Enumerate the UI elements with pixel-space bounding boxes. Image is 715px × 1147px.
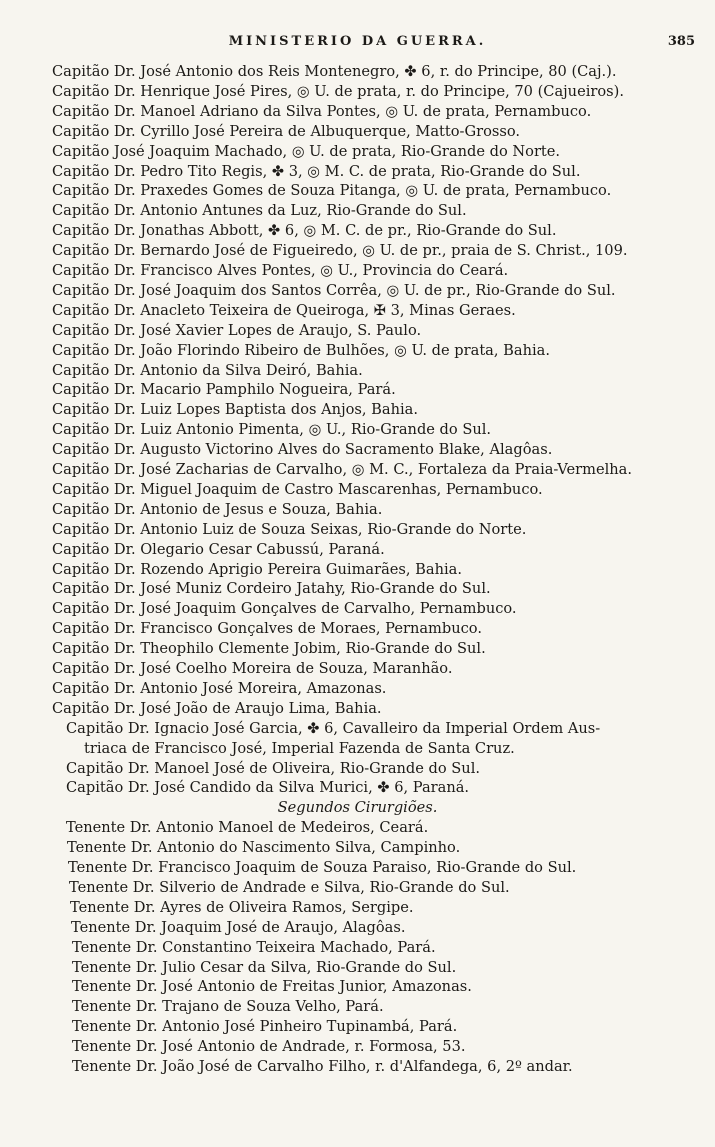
page-number: 385 (667, 34, 695, 49)
entry-line: Capitão Dr. Antonio de Jesus e Souza, Bahia. (52, 500, 383, 518)
page-title: MINISTERIO DA GUERRA. (228, 34, 487, 49)
entry-line: Capitão Dr. Antonio Antunes da Luz, Rio-Grande do Sul. (52, 202, 467, 220)
entry-line: Capitão Dr. Theophilo Clemente Jobim, Rio-Grande do Sul. (52, 640, 486, 658)
entry-line: Capitão Dr. José Xavier Lopes de Araujo, S. Paulo. (52, 321, 422, 339)
entry-line: Tenente Dr. Francisco Joaquim de Souza Paraiso, Rio-Grande do Sul. (68, 859, 577, 876)
entry-line: Capitão Dr. Macario Pamphilo Nogueira, Pará. (52, 381, 396, 399)
entry-line: Capitão Dr. José Candido da Silva Murici, ✤ 6, Paraná. (66, 779, 470, 797)
entry-line: Capitão Dr. Manoel Adriano da Silva Pontes, ◎ U. de prata, Pernambuco. (52, 102, 592, 120)
entry-line: Capitão Dr. Rozendo Aprigio Pereira Guimarães, Bahia. (52, 560, 463, 578)
page-header (0, 34, 715, 54)
entry-line: Capitão Dr. José Zacharias de Carvalho, ◎ M. C., Fortaleza da Praia-Vermelha. (52, 461, 632, 478)
entry-line: Capitão Dr. Luiz Lopes Baptista dos Anjos, Bahia. (52, 401, 418, 419)
section-heading: Segundos Cirurgiões. (277, 799, 438, 817)
entry-line: Capitão Dr. Manoel José de Oliveira, Rio-Grande do Sul. (66, 759, 481, 777)
entry-line: Capitão Dr. Cyrillo José Pereira de Albuquerque, Matto-Grosso. (52, 122, 521, 140)
entry-line: Capitão Dr. Henrique José Pires, ◎ U. de prata, r. do Principe, 70 (Cajueiros). (52, 82, 624, 100)
entry-line: Tenente Dr. Trajano de Souza Velho, Pará. (72, 998, 384, 1016)
entry-line: Tenente Dr. José Antonio de Andrade, r. Formosa, 53. (72, 1038, 466, 1056)
entry-line: Capitão Dr. Pedro Tito Regis, ✤ 3, ◎ M. C. de prata, Rio-Grande do Sul. (52, 162, 581, 180)
entry-line: Capitão Dr. Anacleto Teixeira de Queiroga, ✠ 3, Minas Geraes. (52, 301, 516, 319)
entry-line: Capitão Dr. José João de Araujo Lima, Bahia. (52, 699, 382, 717)
entry-line: Capitão Dr. Miguel Joaquim de Castro Mascarenhas, Pernambuco. (52, 480, 543, 498)
entry-line: Capitão Dr. Ignacio José Garcia, ✤ 6, Cavalleiro da Imperial Ordem Aus- (66, 719, 601, 737)
entry-line: Capitão Dr. Francisco Gonçalves de Moraes, Pernambuco. (52, 620, 482, 638)
entry-line: Tenente Dr. José Antonio de Freitas Junior, Amazonas. (72, 978, 472, 996)
entry-line: Tenente Dr. Joaquim José de Araujo, Alagôas. (71, 918, 406, 936)
entry-line: Capitão Dr. Praxedes Gomes de Souza Pitanga, ◎ U. de prata, Pernambuco. (52, 182, 612, 200)
entry-line: Capitão Dr. Luiz Antonio Pimenta, ◎ U., Rio-Grande do Sul. (52, 421, 492, 439)
entry-line: Capitão Dr. José Antonio dos Reis Montenegro, ✤ 6, r. do Principe, 80 (Caj.). (52, 63, 617, 80)
entry-line: Tenente Dr. Silverio de Andrade e Silva, Rio-Grande do Sul. (69, 878, 510, 896)
entry-line: Tenente Dr. Julio Cesar da Silva, Rio-Grande do Sul. (72, 958, 457, 976)
entry-line: Tenente Dr. João José de Carvalho Filho, r. d'Alfandega, 6, 2º andar. (72, 1058, 573, 1075)
entry-line: Capitão Dr. Bernardo José de Figueiredo, ◎ U. de pr., praia de S. Christ., 109. (52, 242, 628, 260)
entry-line: Capitão Dr. Antonio José Moreira, Amazonas. (52, 679, 387, 697)
entry-line: Tenente Dr. Ayres de Oliveira Ramos, Sergipe. (70, 898, 414, 916)
entry-line: Capitão Dr. Augusto Victorino Alves do Sacramento Blake, Alagôas. (52, 441, 553, 459)
entry-line: Tenente Dr. Antonio Manoel de Medeiros, Ceará. (66, 819, 429, 837)
entry-line: Capitão Dr. Olegario Cesar Cabussú, Paraná. (52, 540, 385, 558)
entry-line: Tenente Dr. Constantino Teixeira Machado, Pará. (72, 938, 436, 956)
entry-line: Capitão Dr. José Coelho Moreira de Souza, Maranhão. (52, 660, 453, 677)
entry-line: Capitão Dr. José Joaquim Gonçalves de Carvalho, Pernambuco. (52, 600, 517, 618)
entry-line: Capitão José Joaquim Machado, ◎ U. de prata, Rio-Grande do Norte. (52, 142, 561, 160)
entry-line: Capitão Dr. Francisco Alves Pontes, ◎ U., Provincia do Ceará. (52, 262, 509, 279)
entry-line: Capitão Dr. Antonio Luiz de Souza Seixas, Rio-Grande do Norte. (52, 520, 527, 538)
entry-line: Capitão Dr. João Florindo Ribeiro de Bulhões, ◎ U. de prata, Bahia. (52, 341, 550, 359)
entry-line: triaca de Francisco José, Imperial Fazenda de Santa Cruz. (84, 739, 515, 757)
entry-line: Tenente Dr. Antonio do Nascimento Silva, Campinho. (67, 839, 461, 857)
entry-line: Capitão Dr. José Joaquim dos Santos Corrêa, ◎ U. de pr., Rio-Grande do Sul. (52, 281, 616, 299)
entry-line: Capitão Dr. Antonio da Silva Deiró, Bahia. (52, 361, 363, 379)
entry-line: Capitão Dr. José Muniz Cordeiro Jatahy, Rio-Grande do Sul. (52, 580, 491, 598)
entry-line: Capitão Dr. Jonathas Abbott, ✤ 6, ◎ M. C. de pr., Rio-Grande do Sul. (52, 222, 557, 240)
entry-line: Tenente Dr. Antonio José Pinheiro Tupinambá, Pará. (72, 1018, 458, 1036)
